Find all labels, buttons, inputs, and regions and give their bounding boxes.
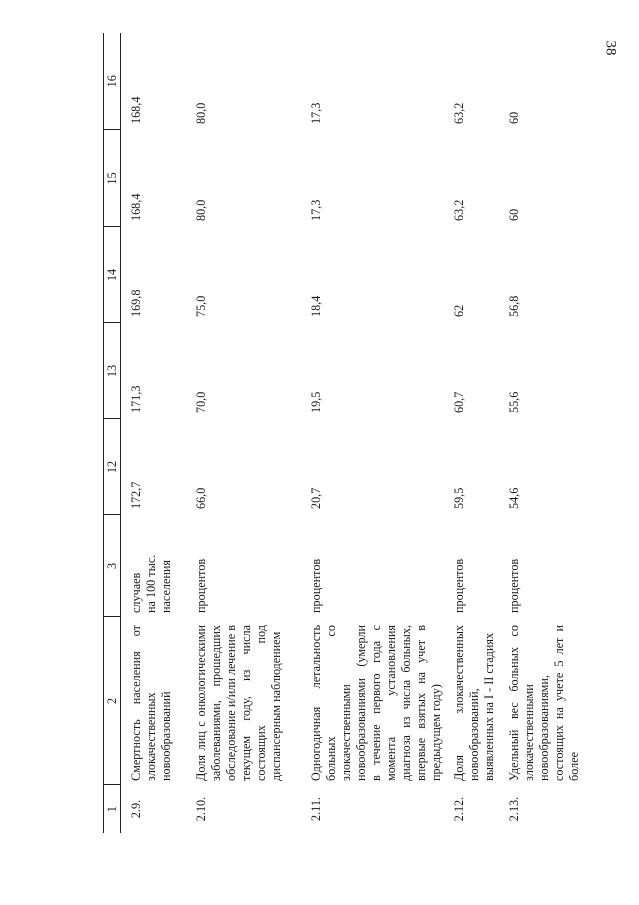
column-header: 12	[104, 419, 121, 515]
row-number: 2.10.	[193, 796, 208, 822]
rotated-table-container	[103, 33, 626, 833]
column-header: 16	[104, 33, 121, 130]
row-number: 2.13.	[506, 796, 521, 822]
unit-cell: процентов	[506, 558, 521, 613]
value-cell: 172,7	[129, 481, 143, 509]
value-cell: 19,5	[308, 391, 323, 413]
value-cell: 168,4	[129, 96, 143, 124]
table-row	[301, 33, 444, 833]
unit-cell: процентов	[451, 558, 466, 613]
unit-cell: случаев на 100 тыс. населения	[129, 554, 173, 613]
row-number: 2.11.	[308, 797, 323, 821]
column-header: 3	[104, 515, 121, 617]
value-cell: 55,6	[506, 391, 521, 413]
unit-cell: процентов	[308, 558, 323, 613]
table-row	[121, 33, 186, 833]
indicator-name: Одногодичная летальность больных со злокачественными новообразованиями (умерли в течение первого года с момента установления диагноза из числа больных, впервые взятых на учет в предыдущем году)	[308, 625, 443, 781]
value-cell: 20,7	[308, 487, 323, 509]
value-cell: 60	[506, 208, 521, 221]
value-cell: 54,6	[506, 487, 521, 509]
column-header: 14	[104, 227, 121, 323]
value-cell: 75,0	[193, 295, 208, 317]
value-cell: 56,8	[506, 295, 521, 317]
table-row	[499, 33, 586, 833]
value-cell: 62	[451, 304, 466, 317]
value-cell: 80,0	[193, 199, 208, 221]
value-cell: 70,0	[193, 391, 208, 413]
value-cell: 66,0	[193, 487, 208, 509]
table-row	[444, 33, 499, 833]
table-header-row	[104, 33, 121, 833]
value-cell: 60	[506, 111, 521, 124]
value-cell: 18,4	[308, 295, 323, 317]
value-cell: 171,3	[129, 385, 143, 413]
value-cell: 168,4	[129, 193, 143, 221]
value-cell: 17,3	[308, 199, 323, 221]
column-header: 13	[104, 323, 121, 419]
indicator-name: Доля лиц с онкологическими заболеваниями, прошедших обследование и/или лечение в текущем году, из числа состоящих под диспансерным наблюдением	[193, 625, 283, 781]
value-cell: 80,0	[193, 102, 208, 124]
value-cell: 63,2	[451, 102, 466, 124]
indicator-name: Смертность населения от злокачественных новообразований	[129, 625, 173, 781]
column-header: 2	[104, 617, 121, 785]
unit-cell: процентов	[193, 558, 208, 613]
indicator-name: Доля злокачественных новообразований, выявленных на I - II стадиях	[451, 625, 496, 781]
indicators-table	[103, 33, 586, 833]
value-cell: 60,7	[451, 391, 466, 413]
column-header: 1	[104, 785, 121, 833]
column-header: 15	[104, 130, 121, 227]
page-number: 38	[602, 40, 619, 56]
table-row	[186, 33, 301, 833]
value-cell: 169,8	[129, 289, 143, 317]
indicator-name: Удельный вес больных со злокачественными новообразованиями, состоящих на учете 5 лет и более	[506, 625, 581, 781]
value-cell: 17,3	[308, 102, 323, 124]
value-cell: 59,5	[451, 487, 466, 509]
row-number: 2.12.	[451, 796, 466, 822]
row-number: 2.9.	[129, 799, 143, 819]
value-cell: 63,2	[451, 199, 466, 221]
